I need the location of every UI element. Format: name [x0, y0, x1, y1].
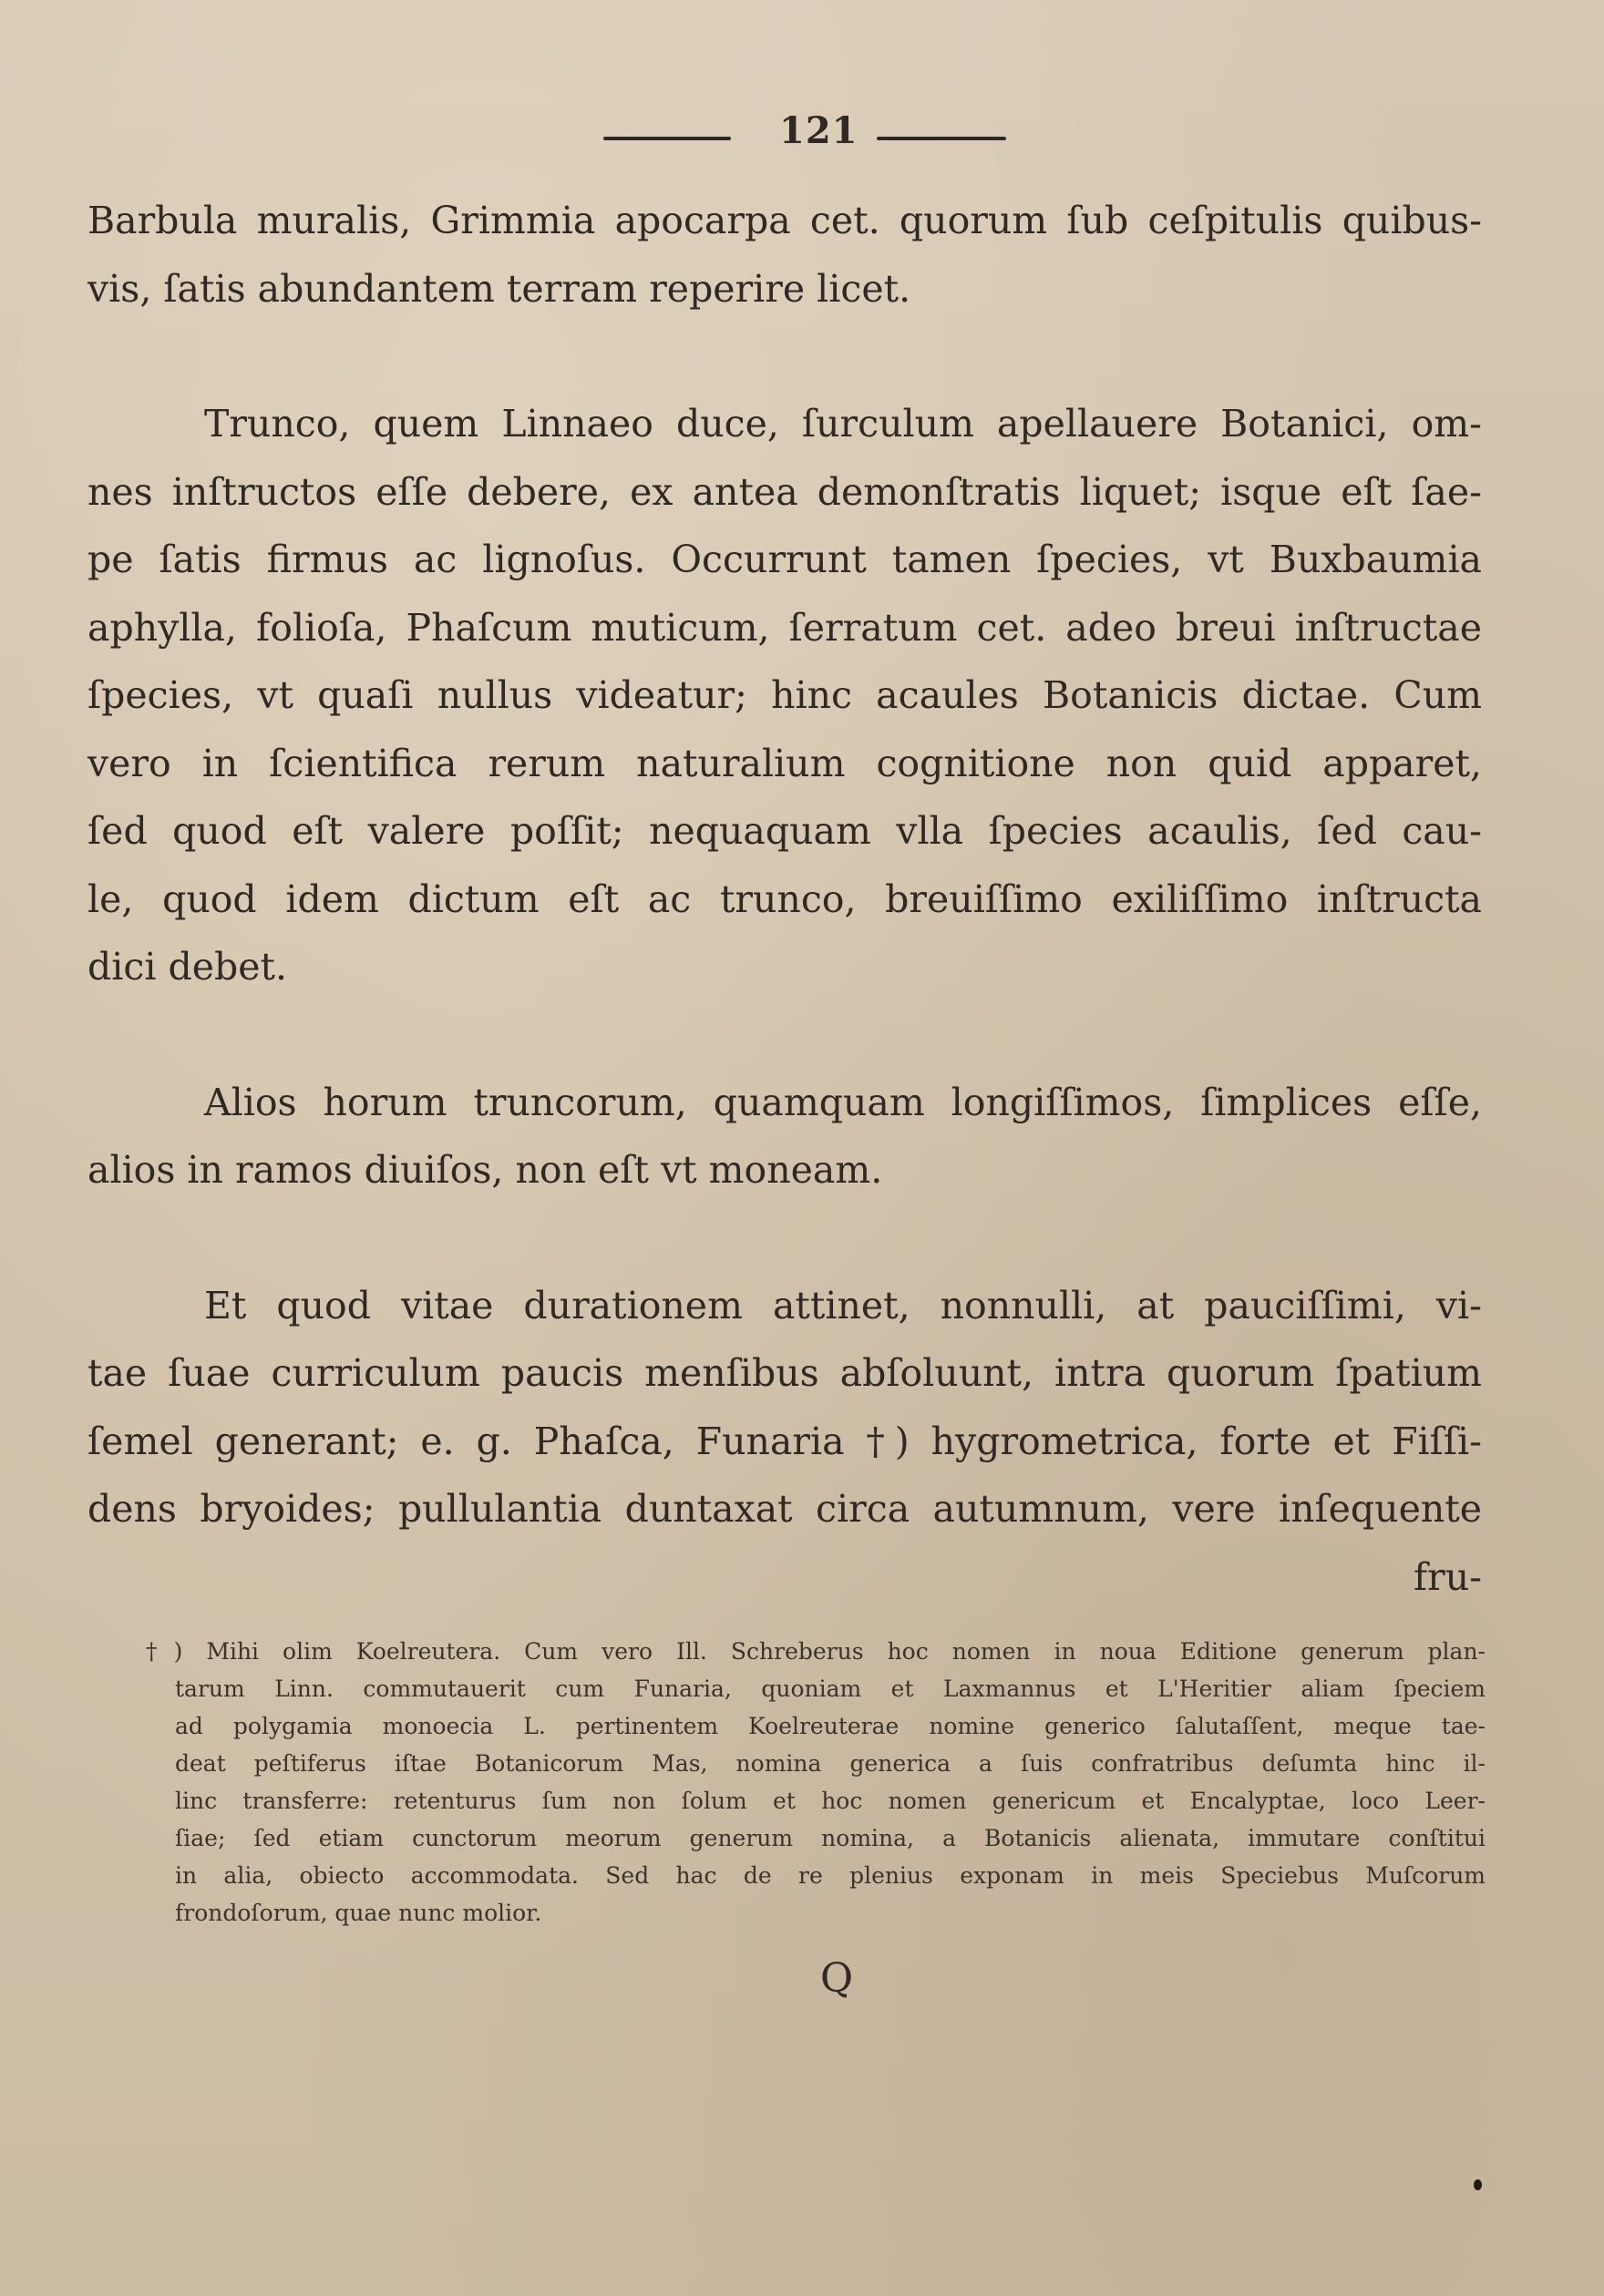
header-rule-right	[877, 137, 1006, 140]
text-line: Trunco, quem Linnaeo duce, ſurculum apellauere Botanici, om-	[204, 402, 1482, 446]
text-line: ſed quod eſt valere poſſit; nequaquam vlla ſpecies acaulis, ſed cau-	[87, 809, 1482, 853]
text-line: alios in ramos diuiſos, non eſt vt moneam.	[87, 1148, 883, 1192]
text-line: vero in ſcientifica rerum naturalium cognitione non quid apparet,	[87, 741, 1482, 785]
header-rule-left	[603, 137, 731, 140]
text-line: ſemel generant; e. g. Phaſca, Funaria †) hygrometrica, forte et Fiſſi-	[87, 1419, 1482, 1463]
text-line: pe ſatis firmus ac lignoſus. Occurrunt tamen ſpecies, vt Buxbaumia	[87, 538, 1482, 581]
footnote-line: in alia, obiecto accommodata. Sed hac de re plenius exponam in meis Speciebus Muſcorum	[175, 1862, 1486, 1889]
footnote-line: tarum Linn. commutauerit cum Funaria, quoniam et Laxmannus et L'Heritier aliam ſpeciem	[175, 1676, 1486, 1702]
text-line: dens bryoides; pullulantia duntaxat circa autumnum, vere inſequente	[87, 1487, 1482, 1531]
ink-speck	[1474, 2179, 1482, 2190]
paragraph-gap	[87, 323, 1482, 390]
text-line: vis, ſatis abundantem terram reperire licet.	[87, 266, 911, 311]
signature-mark: Q	[820, 1955, 854, 2002]
footnote-line: deat peſtiferus iſtae Botanicorum Mas, nomina generica a ſuis confratribus deſumta hinc il-	[175, 1750, 1486, 1777]
text-line: Barbula muralis, Grimmia apocarpa cet. quorum ſub ceſpitulis quibus-	[87, 199, 1482, 242]
text-line: aphylla, folioſa, Phaſcum muticum, ſerratum cet. adeo breui inſtructae	[87, 605, 1482, 650]
paragraph-2	[87, 390, 1482, 1001]
paragraph-gap	[87, 1001, 1482, 1069]
paragraph-3	[87, 1069, 1482, 1204]
catchword: fru-	[1413, 1554, 1482, 1599]
text-line: dici debet.	[87, 945, 287, 989]
footnote-line: linc transferre: retenturus ſum non ſolum et hoc nomen genericum et Encalyptae, loco Leer-	[175, 1788, 1486, 1814]
text-line: ſpecies, vt quaſi nullus videatur; hinc acaules Botanicis dictae. Cum	[87, 673, 1482, 717]
paragraph-1	[87, 187, 1482, 323]
text-line: Alios horum truncorum, quamquam longiſſimos, ſimplices eſſe,	[204, 1080, 1482, 1124]
text-line: le, quod idem dictum eſt ac trunco, breuiſſimo exiliſſimo inſtructa	[87, 876, 1482, 921]
text-line: tae ſuae curriculum paucis menſibus abſoluunt, intra quorum ſpatium	[87, 1351, 1482, 1395]
text-line: nes inſtructos eſſe debere, ex antea demonſtratis liquet; isque eſt ſae-	[87, 469, 1482, 514]
footnote-line: ad polygamia monoecia L. pertinentem Koelreuterae nomine generico ſalutaſſent, meque tae-	[175, 1713, 1486, 1739]
footnote-line: †) Mihi olim Koelreutera. Cum vero Ill. Schreberus hoc nomen in noua Editione generum plan-	[146, 1638, 1486, 1665]
footnote	[146, 1633, 1486, 1932]
footnote-line: frondoſorum, quae nunc molior.	[175, 1900, 542, 1926]
main-text	[87, 187, 1482, 1611]
paragraph-4	[87, 1272, 1482, 1612]
running-header	[0, 108, 1604, 162]
footnote-line: ſiae; ſed etiam cunctorum meorum generum nomina, a Botanicis alienata, immutare conſtitui	[175, 1825, 1486, 1851]
page-number: 121	[779, 109, 859, 152]
paragraph-gap	[87, 1204, 1482, 1272]
text-line: Et quod vitae durationem attinet, nonnulli, at pauciſſimi, vi-	[204, 1283, 1482, 1327]
